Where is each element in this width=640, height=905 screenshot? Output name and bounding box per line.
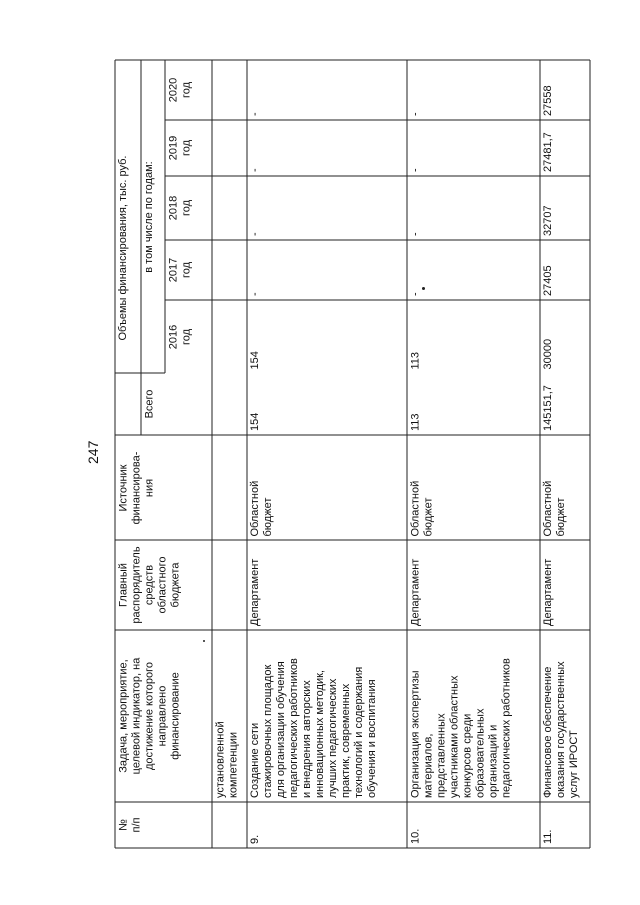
header-year-cell (165, 176, 212, 240)
header-year-cell (165, 240, 212, 300)
row-total-cell (212, 373, 247, 435)
row-source-cell (212, 435, 247, 540)
row-year-value: 27481,7 (542, 132, 554, 172)
row-task: установленной компетенции (214, 721, 239, 798)
row-year-value-cell (407, 240, 540, 300)
row-source: Областной бюджет (409, 480, 434, 536)
header-year-cell (165, 300, 212, 373)
row-year-value-cell (407, 120, 540, 176)
header-year: 2018 год (167, 195, 192, 221)
header-task: Задача, мероприятие, целевой индикатор, на достижение которого направлено финансирование (117, 657, 181, 775)
row-num-cell (247, 802, 407, 848)
row-num-cell (540, 802, 590, 848)
row-source: Областной бюджет (249, 480, 274, 536)
row-task-cell (212, 630, 247, 802)
row-year-value: 154 (249, 350, 261, 369)
row-year-value: 32707 (542, 205, 554, 236)
row-task: Создание сети стажировочных площадок для организации обучения педагогических работников и внедрения авторских инновационных методик, лучших педагогических практик, современных технологий и содержания обучения и воспитания (249, 658, 378, 798)
scan-speck (422, 287, 425, 290)
row-distributor-cell (212, 540, 247, 630)
header-year: 2017 год (167, 257, 192, 283)
header-year-cell (165, 120, 212, 176)
row-year-value: - (249, 112, 261, 116)
row-year-value-cell (212, 240, 247, 300)
row-year-value: - (409, 168, 421, 172)
row-year-value-cell (212, 60, 247, 120)
row-year-value-cell (407, 176, 540, 240)
header-by-years: в том числе по годам: (143, 160, 155, 273)
row-year-value-cell (212, 120, 247, 176)
row-year-value: - (249, 168, 261, 172)
row-year-value-cell (540, 240, 590, 300)
page-number: 247 (85, 440, 101, 464)
header-year: 2016 год (167, 324, 192, 349)
row-year-value-cell (212, 300, 247, 373)
row-source: Областной бюджет (542, 480, 567, 536)
row-year-value (214, 124, 245, 172)
row-year-value: 27405 (542, 265, 554, 296)
header-year: 2019 год (167, 135, 192, 161)
header-distributor: Главный распорядитель средств областного бюджета (117, 546, 181, 624)
row-distributor-cell (540, 540, 590, 630)
row-source-cell (407, 435, 540, 540)
row-year-value-cell (540, 60, 590, 120)
row-year-value: 30000 (542, 338, 554, 369)
row-task: Организация экспертизы материалов, представленных участниками областных конкурсов среди образовательных организаций и педагогических работников (409, 658, 512, 798)
row-source-cell (540, 435, 590, 540)
row-year-value-cell (540, 176, 590, 240)
row-num (214, 806, 245, 844)
row-year-value: - (409, 292, 421, 296)
row-year-value-cell (247, 120, 407, 176)
row-total: 145151,7 (542, 385, 554, 431)
row-total (214, 377, 245, 431)
header-year-cell (165, 60, 212, 120)
row-year-value-cell (247, 240, 407, 300)
row-task-cell (407, 630, 540, 802)
row-year-value: - (409, 112, 421, 116)
scan-speck (203, 640, 205, 642)
row-year-value-cell (212, 176, 247, 240)
row-task: Финансовое обеспечение оказания государственных услуг ИРОСТ (542, 661, 580, 798)
header-source-cell (115, 435, 212, 540)
row-year-value-cell (540, 300, 590, 373)
row-task-cell (247, 630, 407, 802)
row-num-cell (407, 802, 540, 848)
header-by-years-cell (141, 60, 165, 373)
header-distributor-cell (115, 540, 212, 630)
row-source-cell (247, 435, 407, 540)
row-year-value-cell (407, 60, 540, 120)
row-distributor (214, 544, 245, 626)
row-year-value: - (409, 232, 421, 236)
row-year-value (214, 304, 245, 369)
row-year-value-cell (540, 120, 590, 176)
row-year-value (214, 64, 245, 116)
row-year-value: 113 (409, 351, 421, 369)
row-num-cell (212, 802, 247, 848)
header-volumes: Объемы финансирования, тыс. руб. (117, 155, 129, 341)
row-year-value (214, 244, 245, 296)
row-num: 11. (542, 829, 554, 844)
row-distributor: Департамент (409, 558, 421, 626)
header-source: Источник финансирова- ния (117, 451, 155, 524)
row-distributor: Департамент (542, 558, 554, 626)
row-year-value-cell (247, 60, 407, 120)
header-num: № п/п (117, 817, 142, 833)
row-year-value-cell (247, 300, 407, 373)
row-distributor-cell (407, 540, 540, 630)
row-total-cell (407, 373, 540, 435)
row-year-value: - (249, 232, 261, 236)
header-total: Всего (143, 389, 155, 419)
header-year: 2020 год (167, 77, 192, 103)
row-distributor: Департамент (249, 558, 261, 626)
row-task-cell (540, 630, 590, 802)
row-year-value-cell (407, 300, 540, 373)
row-total-cell (540, 373, 590, 435)
header-volumes-cell (115, 60, 141, 435)
row-total-cell (247, 373, 407, 435)
row-year-value (214, 180, 245, 236)
header-task-cell (115, 630, 212, 802)
row-num: 10. (409, 828, 421, 844)
row-year-value-cell (247, 176, 407, 240)
header-total-cell (141, 373, 212, 435)
row-num: 9. (249, 834, 261, 844)
row-distributor-cell (247, 540, 407, 630)
header-num-cell (115, 802, 212, 848)
row-total: 113 (409, 413, 421, 431)
row-year-value: 27558 (542, 85, 554, 116)
row-year-value: - (249, 292, 261, 296)
row-total: 154 (249, 412, 261, 431)
row-source (214, 439, 245, 536)
